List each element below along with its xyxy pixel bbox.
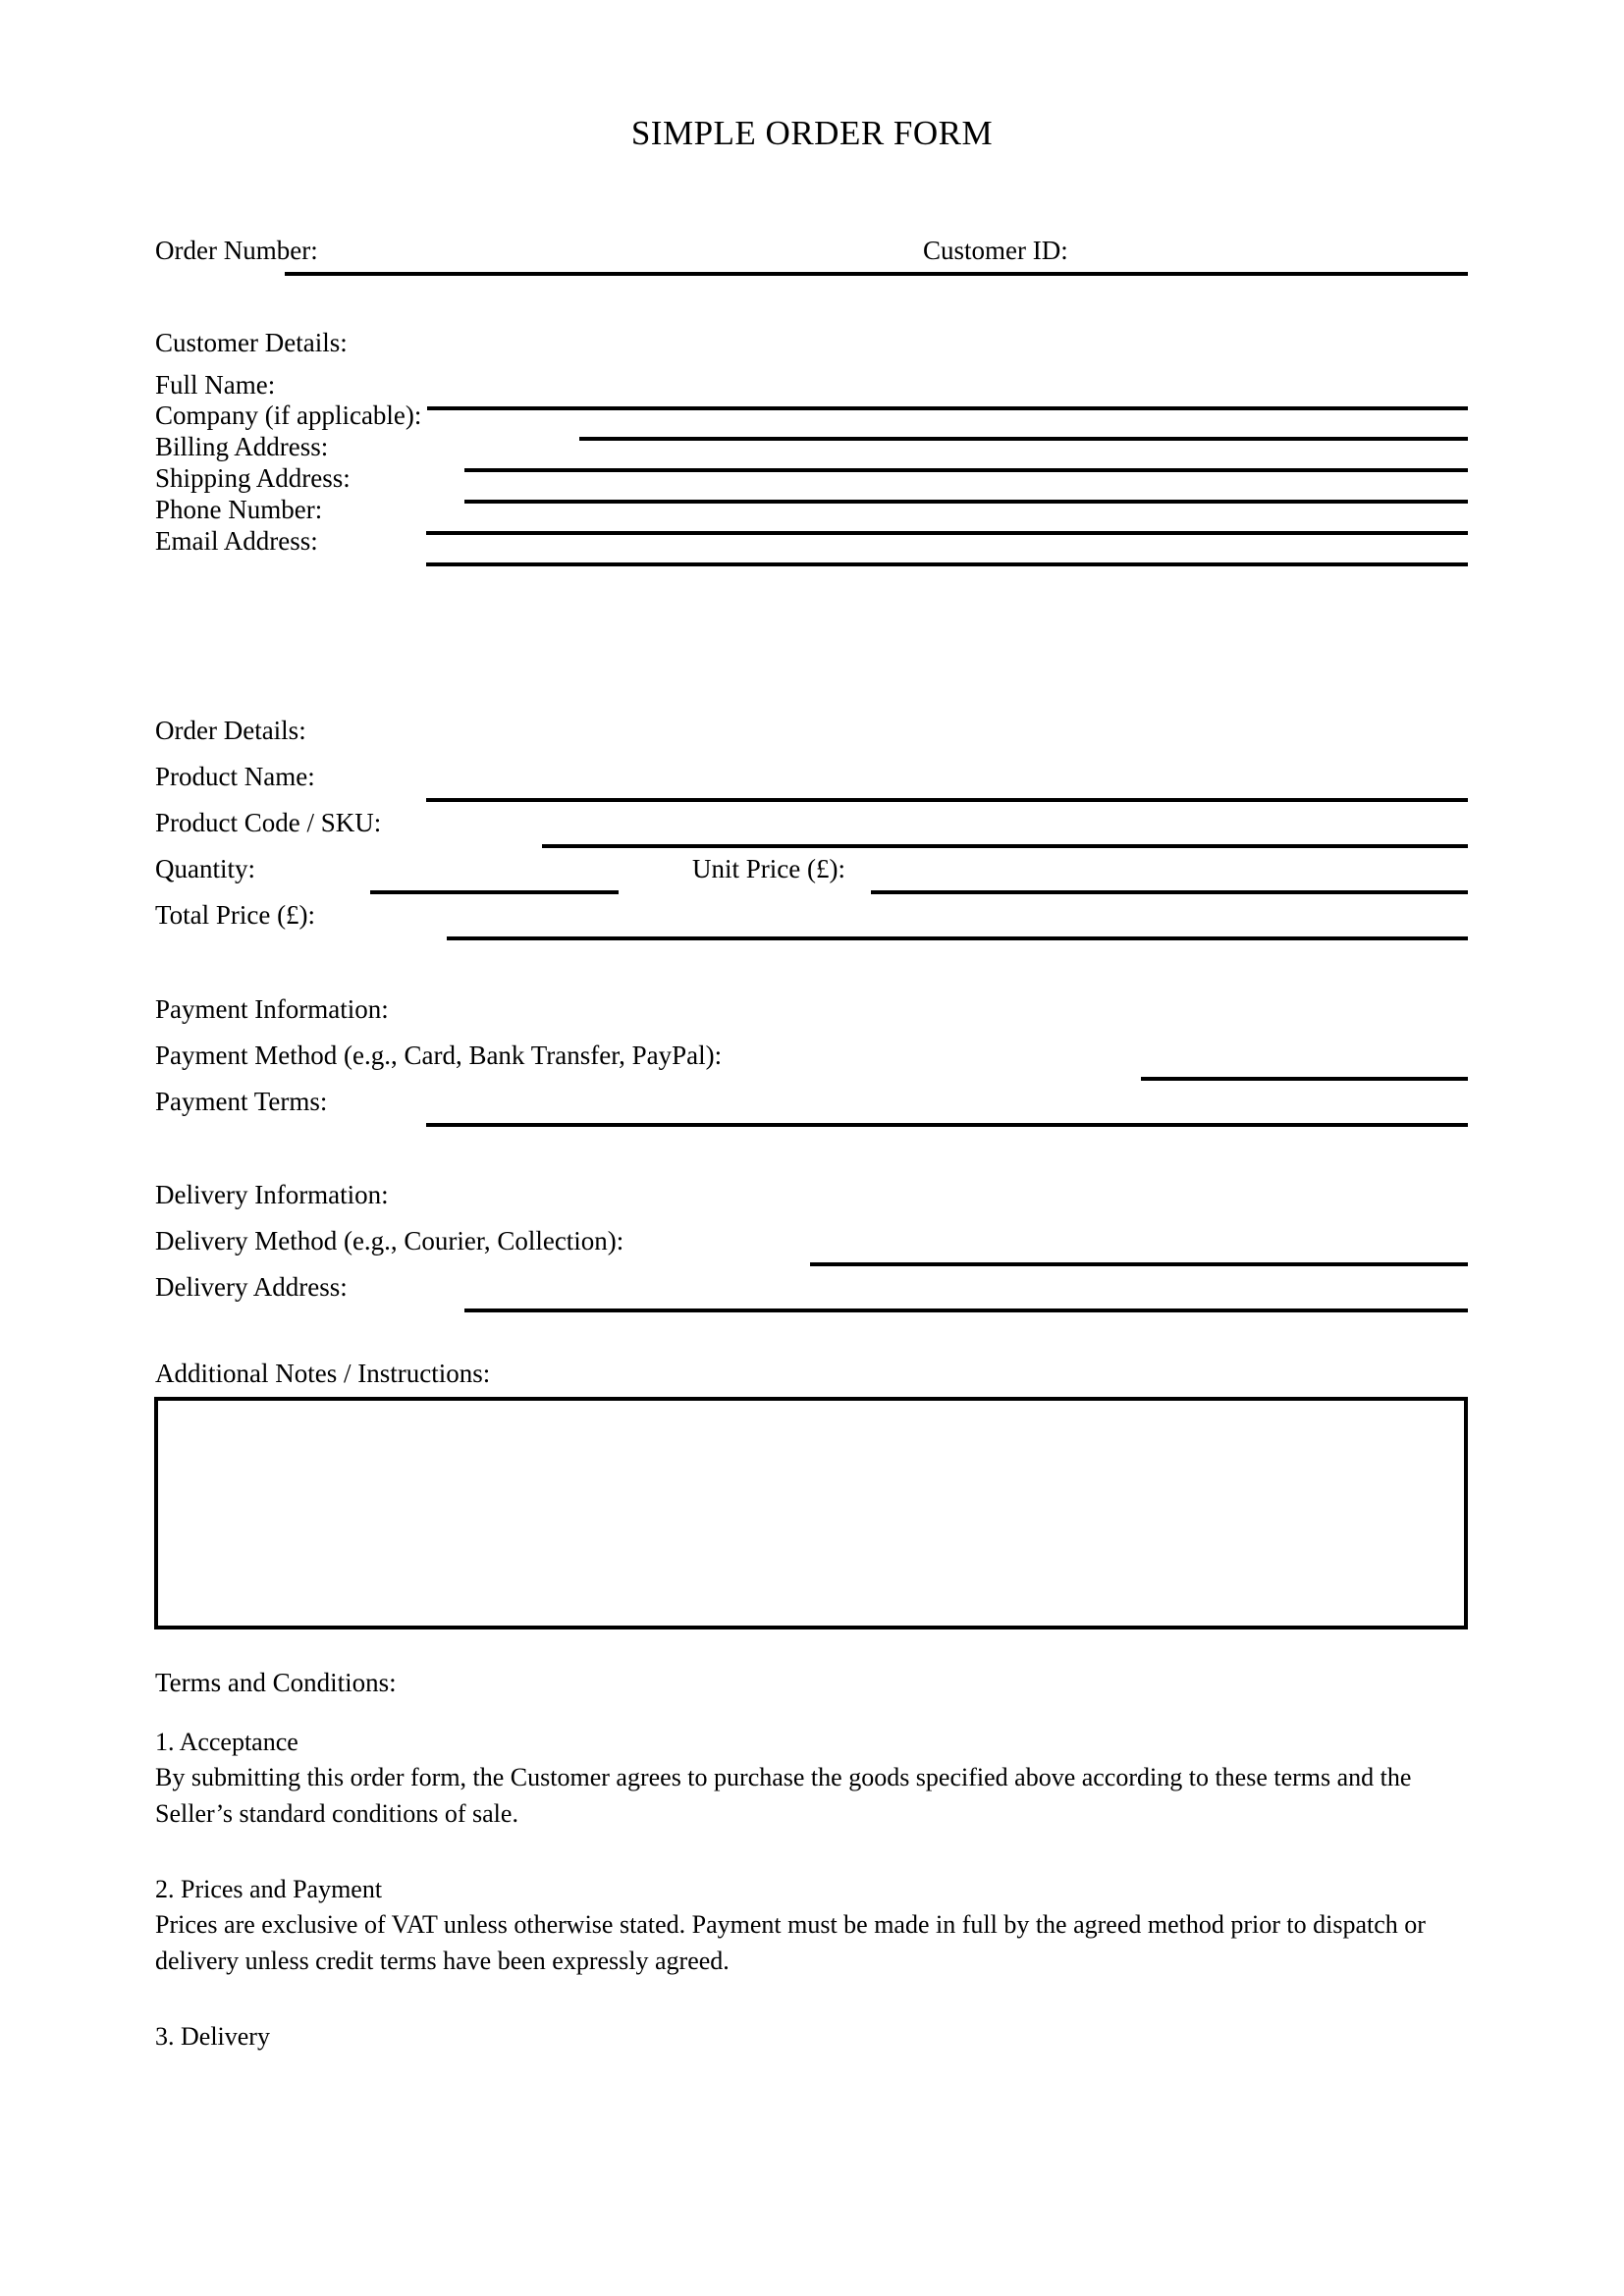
- payment-terms-input-rule[interactable]: [426, 1123, 1468, 1127]
- order-details-heading: Order Details:: [155, 716, 306, 745]
- billing-address-label: Billing Address:: [155, 432, 329, 461]
- payment-terms-label: Payment Terms:: [155, 1087, 328, 1116]
- payment-method-label: Payment Method (e.g., Card, Bank Transfer, PayPal):: [155, 1041, 723, 1070]
- customer-id-label: Customer ID:: [923, 236, 1068, 265]
- product-name-input-rule[interactable]: [426, 798, 1468, 802]
- shipping-address-label: Shipping Address:: [155, 463, 351, 493]
- terms-clause-2: [155, 1873, 1468, 1979]
- additional-notes-textarea[interactable]: [154, 1397, 1468, 1629]
- email-address-input-rule[interactable]: [426, 562, 1468, 566]
- delivery-method-row: [155, 1224, 1468, 1269]
- delivery-method-label: Delivery Method (e.g., Courier, Collection):: [155, 1226, 624, 1255]
- product-name-row: [155, 760, 1468, 805]
- terms-clause-1: [155, 1726, 1468, 1832]
- full-name-label: Full Name:: [155, 370, 276, 400]
- unit-price-input-rule[interactable]: [871, 890, 1468, 894]
- quantity-input-rule[interactable]: [370, 890, 619, 894]
- payment-method-input-rule[interactable]: [1141, 1077, 1468, 1081]
- clause-3-title: 3. Delivery: [155, 2022, 270, 2051]
- order-number-row: [155, 234, 1468, 279]
- payment-terms-row: [155, 1085, 1468, 1130]
- clause-1-title: 1. Acceptance: [155, 1728, 298, 1756]
- phone-number-label: Phone Number:: [155, 495, 323, 524]
- order-number-label: Order Number:: [155, 236, 318, 265]
- delivery-address-row: [155, 1270, 1468, 1315]
- total-price-row: [155, 898, 1468, 943]
- terms-clause-3: [155, 2020, 1468, 2054]
- order-number-input-rule[interactable]: [285, 272, 1468, 276]
- total-price-input-rule[interactable]: [447, 936, 1468, 940]
- quantity-label: Quantity:: [155, 854, 255, 883]
- delivery-address-input-rule[interactable]: [464, 1308, 1468, 1312]
- total-price-label: Total Price (£):: [155, 900, 316, 930]
- delivery-method-input-rule[interactable]: [810, 1262, 1468, 1266]
- customer-details-heading: Customer Details:: [155, 328, 348, 357]
- product-code-label: Product Code / SKU:: [155, 808, 382, 837]
- page-title: SIMPLE ORDER FORM: [630, 114, 994, 152]
- product-code-input-rule[interactable]: [542, 844, 1468, 848]
- clause-2-title: 2. Prices and Payment: [155, 1875, 383, 1903]
- clause-2-body: Prices are exclusive of VAT unless otherwise stated. Payment must be made in full by the agreed method prior to dispatch or delivery unless credit terms have been expressly agreed.: [155, 1910, 1426, 1975]
- additional-notes-label: Additional Notes / Instructions:: [155, 1359, 491, 1388]
- product-code-row: [155, 806, 1468, 851]
- payment-information-heading: Payment Information:: [155, 994, 389, 1024]
- delivery-information-heading: Delivery Information:: [155, 1180, 389, 1209]
- delivery-address-label: Delivery Address:: [155, 1272, 348, 1302]
- clause-1-body: By submitting this order form, the Customer agrees to purchase the goods specified above according to these terms and the Seller’s standard conditions of sale.: [155, 1763, 1412, 1828]
- unit-price-label: Unit Price (£):: [692, 854, 845, 883]
- company-label: Company (if applicable):: [155, 400, 422, 430]
- quantity-unit-price-row: [155, 852, 1468, 897]
- email-address-label: Email Address:: [155, 526, 318, 556]
- email-address-row: [155, 524, 1468, 569]
- product-name-label: Product Name:: [155, 762, 315, 791]
- terms-and-conditions-section: [155, 1666, 1468, 1699]
- terms-heading: Terms and Conditions:: [155, 1668, 397, 1697]
- payment-method-row: [155, 1039, 1468, 1084]
